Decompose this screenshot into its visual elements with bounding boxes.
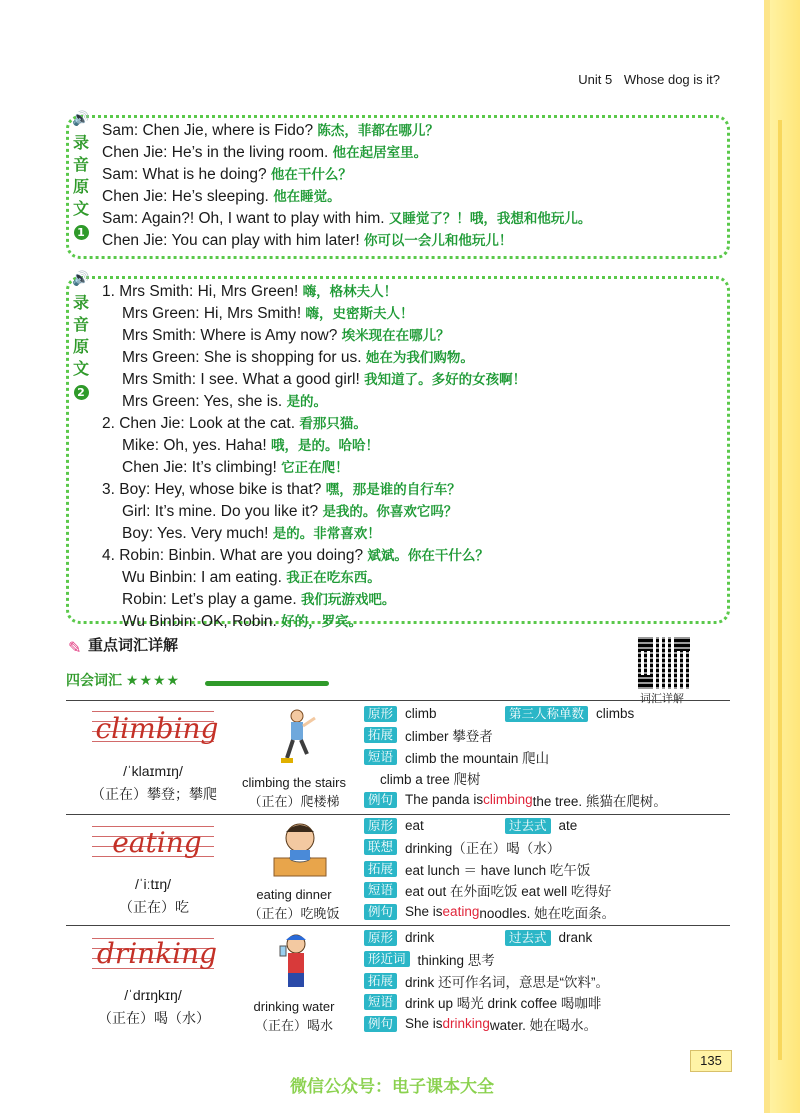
label-tag: 例句 bbox=[364, 904, 397, 920]
label-tag: 短语 bbox=[364, 882, 397, 898]
word-meaning: （正在）吃 bbox=[119, 899, 189, 915]
eating-dinner-illustration bbox=[268, 818, 332, 884]
transcript-line: Mrs Green: Yes, she is. 是的。 bbox=[122, 393, 328, 410]
tag-char: 录 bbox=[72, 133, 89, 152]
tag-char: 文 bbox=[72, 359, 89, 378]
transcript-line: Chen Jie: You can play with him later! 你可以一会儿和他玩儿！ bbox=[102, 232, 513, 249]
transcript-line: Girl: It’s mine. Do you like it? 是我的。你喜欢它吗？ bbox=[122, 503, 458, 520]
word-meaning: （正在）喝（水） bbox=[98, 1010, 210, 1026]
transcript-line: Sam: What is he doing? 他在干什么？ bbox=[102, 166, 352, 183]
illustration-caption: eating dinner （正在）吃晚饭 bbox=[248, 887, 340, 921]
section-title: ✎ 重点词汇详解 bbox=[68, 637, 179, 657]
illustration-caption: drinking water （正在）喝水 bbox=[253, 999, 335, 1033]
label-tag: 例句 bbox=[364, 1016, 397, 1032]
tag-char: 音 bbox=[72, 155, 89, 174]
transcript-line: Sam: Chen Jie, where is Fido? 陈杰，菲都在哪儿？ bbox=[102, 122, 439, 139]
transcript-line: Mrs Smith: I see. What a good girl! 我知道了。多好的女孩啊！ bbox=[122, 371, 527, 388]
word-meaning: （正在）攀登；攀爬 bbox=[91, 786, 217, 802]
transcript-line: 2. Chen Jie: Look at the cat. 看那只猫。 bbox=[102, 415, 367, 432]
tag-char: 录 bbox=[72, 293, 89, 312]
qr-code-icon[interactable] bbox=[638, 637, 690, 689]
star-rating: ★★★★ bbox=[125, 672, 181, 688]
transcript-line: Wu Binbin: I am eating. 我正在吃东西。 bbox=[122, 569, 381, 586]
label-tag: 形近词 bbox=[364, 951, 410, 967]
unit-label: Unit 5 bbox=[578, 72, 613, 87]
qr-label: 词汇详解 bbox=[640, 693, 684, 705]
transcript-line: Chen Jie: He’s sleeping. 他在睡觉。 bbox=[102, 188, 341, 205]
label-tag: 联想 bbox=[364, 839, 397, 855]
transcript-line: Mrs Smith: Where is Amy now? 埃米现在在哪儿？ bbox=[122, 327, 450, 344]
label-tag: 拓展 bbox=[364, 727, 397, 743]
phonetic: /ˈdrɪŋkɪŋ/ bbox=[124, 987, 182, 1003]
tag-number: 2 bbox=[74, 385, 89, 400]
footer-watermark: 微信公众号：电子课本大全 bbox=[290, 1077, 494, 1096]
unit-header bbox=[570, 72, 720, 87]
speaker-icon: 🔊 bbox=[72, 271, 90, 287]
transcript-line: 3. Boy: Hey, whose bike is that? 嘿，那是谁的自行车？ bbox=[102, 481, 461, 498]
transcript-line: Mrs Green: Hi, Mrs Smith! 嗨，史密斯夫人！ bbox=[122, 305, 414, 322]
transcript-tag-1 bbox=[70, 108, 92, 242]
label-tag: 原形 bbox=[364, 706, 397, 722]
transcript-line: Chen Jie: It’s climbing! 它正在爬！ bbox=[122, 459, 349, 476]
transcript-1-lines bbox=[102, 120, 591, 252]
tag-char: 原 bbox=[72, 337, 89, 356]
label-tag: 短语 bbox=[364, 749, 397, 765]
phonetic: /ˈiːtɪŋ/ bbox=[134, 876, 172, 892]
tag-char: 原 bbox=[72, 177, 89, 196]
vocab-word: eating bbox=[112, 826, 202, 859]
transcript-line: 4. Robin: Binbin. What are you doing? 斌斌。你在干什么？ bbox=[102, 547, 489, 564]
word-detail-rows: 原形 climb 第三人称单数 climbs 拓展 climber 攀登者 短语 climb the mountain 爬山 climb a tree 爬树 例句 The panda is climbing the tree. 熊猫在爬树。 bbox=[364, 703, 667, 811]
page-edge bbox=[766, 0, 800, 1113]
word-detail-rows: 原形 drink 过去式 drank 形近词 thinking 思考 拓展 drink 还可作名词，意思是“饮料”。 短语 drink up 喝光 drink coffee 喝咖啡 例句 She is drinking water. 她在喝水。 bbox=[364, 927, 609, 1035]
level-label: 四会词汇 ★★★★ bbox=[66, 672, 181, 688]
transcript-line: Robin: Let’s play a game. 我们玩游戏吧。 bbox=[122, 591, 396, 608]
page-edge bbox=[764, 0, 770, 1113]
transcript-line: Chen Jie: He’s in the living room. 他在起居室里。 bbox=[102, 144, 428, 161]
transcript-line: Mrs Green: She is shopping for us. 她在为我们购物。 bbox=[122, 349, 474, 366]
speaker-icon: 🔊 bbox=[72, 111, 90, 127]
vocab-word: climbing bbox=[95, 712, 219, 745]
divider bbox=[66, 700, 730, 701]
tag-char: 文 bbox=[72, 199, 89, 218]
transcript-line: Boy: Yes. Very much! 是的。非常喜欢！ bbox=[122, 525, 381, 542]
drinking-water-illustration bbox=[276, 932, 316, 996]
illustration-caption: climbing the stairs （正在）爬楼梯 bbox=[241, 775, 347, 809]
label-tag: 短语 bbox=[364, 994, 397, 1010]
label-tag: 原形 bbox=[364, 930, 397, 946]
tag-char: 音 bbox=[72, 315, 89, 334]
transcript-2-lines bbox=[102, 281, 526, 633]
label-tag: 例句 bbox=[364, 792, 397, 808]
transcript-line: Mike: Oh, yes. Haha! 哦，是的。哈哈！ bbox=[122, 437, 380, 454]
transcript-line: Wu Binbin: OK, Robin. 好的，罗宾。 bbox=[122, 613, 363, 630]
transcript-line: Sam: Again?! Oh, I want to play with him. 又睡觉了？！哦，我想和他玩儿。 bbox=[102, 210, 592, 227]
page-edge bbox=[778, 120, 782, 1060]
label-tag: 过去式 bbox=[505, 930, 551, 946]
tag-number: 1 bbox=[74, 225, 89, 240]
pencil-icon: ✎ bbox=[68, 639, 82, 657]
unit-title: Whose dog is it? bbox=[623, 72, 720, 87]
label-tag: 原形 bbox=[364, 818, 397, 834]
transcript-line: 1. Mrs Smith: Hi, Mrs Green! 嗨，格林夫人！ bbox=[102, 283, 398, 300]
divider bbox=[66, 925, 730, 926]
transcript-tag-2 bbox=[70, 268, 92, 402]
label-tag: 拓展 bbox=[364, 861, 397, 877]
vocab-word: drinking bbox=[96, 937, 218, 970]
level-bar bbox=[205, 681, 329, 686]
phonetic: /ˈklaɪmɪŋ/ bbox=[123, 763, 183, 779]
label-tag: 拓展 bbox=[364, 973, 397, 989]
page-number: 135 bbox=[690, 1050, 732, 1072]
climbing-stairs-illustration bbox=[273, 706, 323, 776]
word-detail-rows: 原形 eat 过去式 ate 联想 drinking（正在）喝（水） 拓展 eat lunch ＝ have lunch 吃午饭 短语 eat out 在外面吃饭 eat well 吃得好 例句 She is eating noodles. 她在吃面条。 bbox=[364, 815, 615, 923]
label-tag: 过去式 bbox=[505, 818, 551, 834]
label-tag: 第三人称单数 bbox=[505, 706, 588, 722]
